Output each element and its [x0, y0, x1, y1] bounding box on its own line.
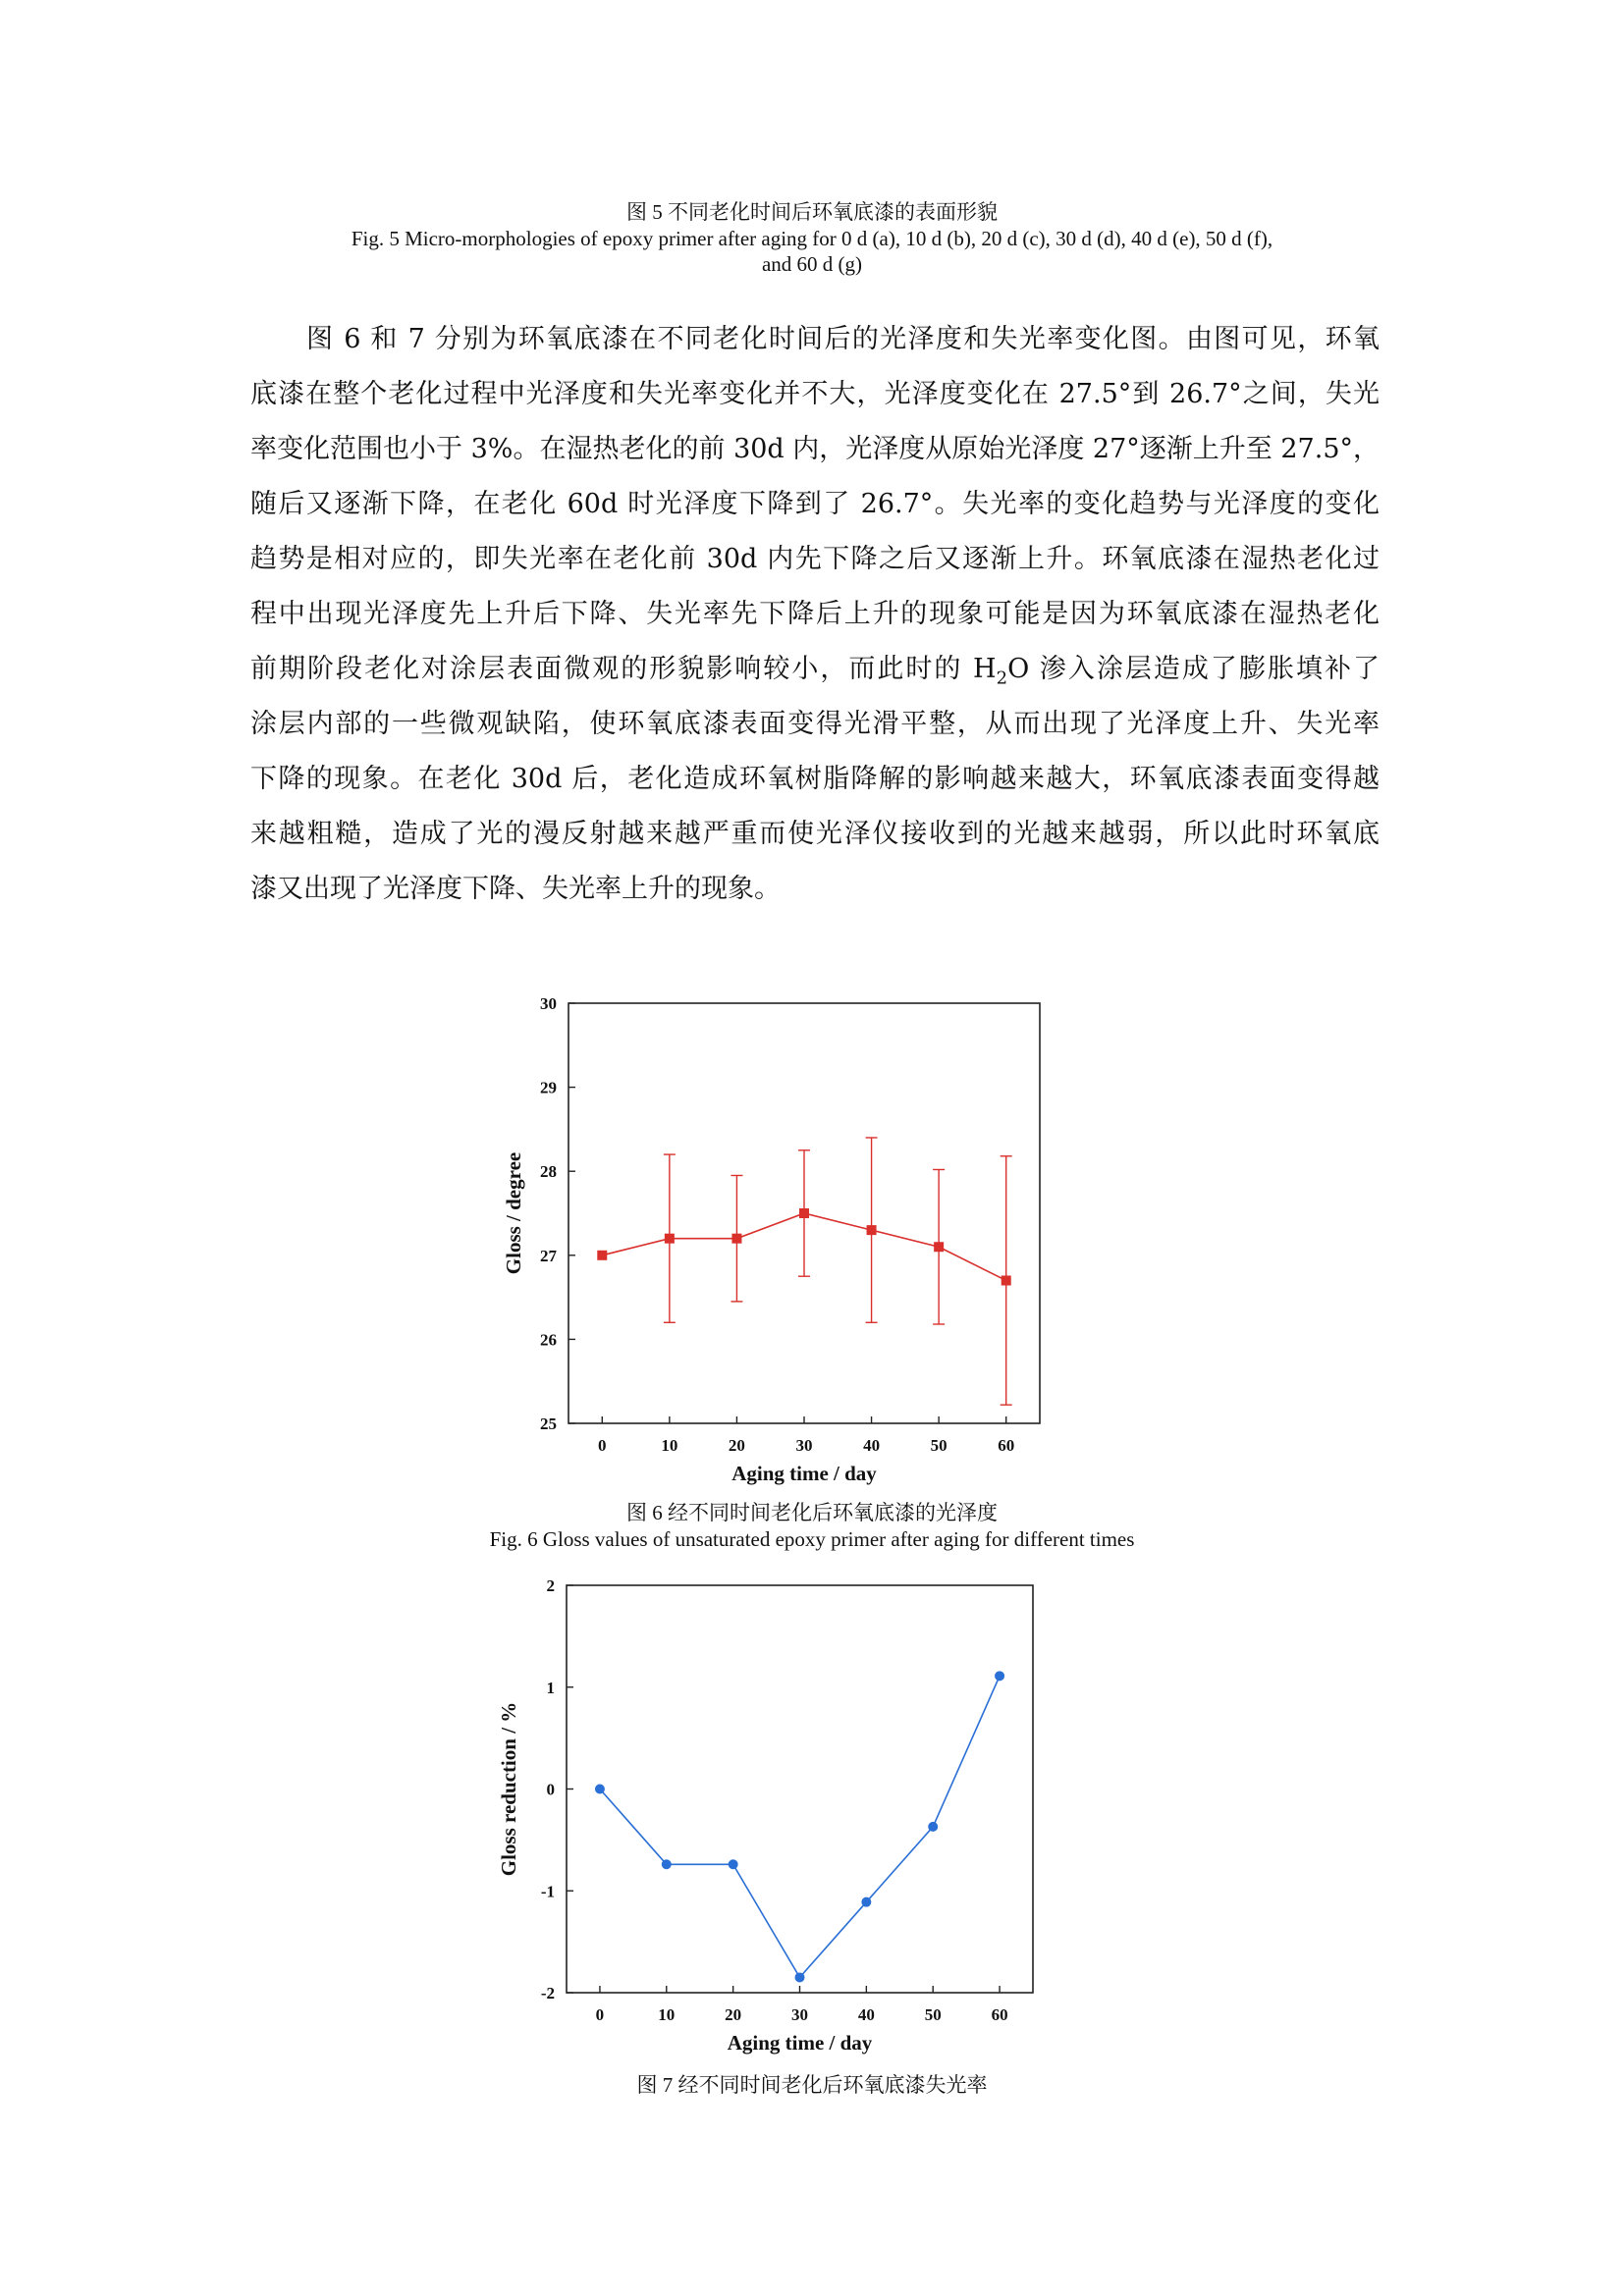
y-tick-label: -1	[540, 1882, 555, 1901]
x-tick-label: 30	[795, 1436, 813, 1455]
y-tick-label: 25	[540, 1415, 557, 1433]
fig7-caption-zh: 图 7 经不同时间老化后环氧底漆失光率	[636, 2073, 988, 2097]
paragraph-text: 前期阶段老化对涂层表面微观的形貌影响较小，而此时的 H	[250, 654, 997, 684]
x-tick-label: 40	[863, 1436, 881, 1455]
paragraph-line: 漆又出现了光泽度下降、失光率上升的现象。	[250, 874, 781, 904]
data-point	[867, 1225, 877, 1235]
y-tick-label: 2	[546, 1576, 555, 1595]
x-tick-label: 60	[991, 2005, 1008, 2024]
paragraph-line: 涂层内部的一些微观缺陷，使环氧底漆表面变得光滑平整，从而出现了光泽度上升、失光率	[250, 709, 1380, 739]
y-tick-label: 0	[546, 1780, 555, 1799]
paragraph-line: 程中出现光泽度先上升后下降、失光率先下降后上升的现象可能是因为环氧底漆在湿热老化	[250, 599, 1380, 629]
x-tick-label: 50	[924, 2005, 942, 2024]
paragraph-line: 随后又逐渐下降，在老化 60d 时光泽度下降到了 26.7°。失光率的变化趋势与光泽度的变化	[250, 489, 1380, 519]
paragraph-line: 趋势是相对应的，即失光率在老化前 30d 内先下降之后又逐渐上升。环氧底漆在湿热老化过	[250, 544, 1380, 574]
data-point	[795, 1972, 805, 1982]
fig6-caption-en: Fig. 6 Gloss values of unsaturated epoxy primer after aging for different times	[489, 1527, 1135, 1551]
paragraph-line: 图 6 和 7 分别为环氧底漆在不同老化时间后的光泽度和失光率变化图。由图可见，环氧	[306, 324, 1380, 354]
fig5-caption-zh: 图 5 不同老化时间后环氧底漆的表面形貌	[626, 200, 998, 224]
data-point	[934, 1242, 944, 1252]
paragraph-line: 下降的现象。在老化 30d 后，老化造成环氧树脂降解的影响越来越大，环氧底漆表面变得越	[250, 764, 1380, 794]
paragraph-line: 率变化范围也小于 3%。在湿热老化的前 30d 内，光泽度从原始光泽度 27°逐渐上升至 27.5°，	[250, 434, 1380, 464]
x-axis-label: Aging time / day	[731, 1462, 877, 1485]
paragraph-line	[250, 642, 1380, 697]
y-tick-label: 26	[540, 1330, 557, 1350]
x-tick-label: 10	[658, 2005, 676, 2024]
plot-frame	[567, 1585, 1033, 1993]
x-tick-label: 20	[728, 1436, 745, 1455]
data-point	[861, 1897, 871, 1907]
data-point	[928, 1822, 938, 1832]
data-point	[729, 1859, 738, 1869]
series-line	[600, 1676, 1000, 1977]
data-point	[665, 1234, 675, 1244]
x-tick-label: 10	[661, 1436, 678, 1455]
x-tick-label: 30	[791, 2005, 808, 2024]
y-tick-label: 1	[546, 1678, 555, 1697]
x-tick-label: 0	[595, 2005, 605, 2024]
gloss-chart	[471, 982, 1178, 1502]
data-point	[1001, 1275, 1011, 1285]
data-point	[597, 1251, 607, 1260]
gloss-reduction-chart	[471, 1566, 1178, 2086]
subscript-2: 2	[996, 667, 1008, 689]
data-point	[995, 1671, 1004, 1681]
x-axis-label: Aging time / day	[727, 2031, 873, 2055]
y-axis-label: Gloss / degree	[502, 1151, 525, 1275]
y-tick-label: 30	[540, 994, 557, 1013]
data-point	[595, 1785, 605, 1794]
y-axis-label: Gloss reduction / %	[497, 1701, 520, 1877]
paragraph-line: 底漆在整个老化过程中光泽度和失光率变化并不大，光泽度变化在 27.5°到 26.7°之间，失光	[250, 379, 1380, 409]
y-tick-label: 28	[540, 1162, 557, 1182]
y-tick-label: -2	[540, 1984, 555, 2002]
paragraph-text: O 渗入涂层造成了膨胀填补了	[1007, 654, 1380, 684]
y-tick-label: 29	[540, 1078, 557, 1097]
fig5-caption-en-line2: and 60 d (g)	[761, 252, 863, 276]
fig6-caption-zh: 图 6 经不同时间老化后环氧底漆的光泽度	[626, 1501, 998, 1524]
x-tick-label: 60	[998, 1436, 1015, 1455]
x-tick-label: 0	[598, 1436, 607, 1455]
body-paragraph	[250, 312, 1380, 917]
paragraph-line: 来越粗糙，造成了光的漫反射越来越严重而使光泽仪接收到的光越来越弱，所以此时环氧底	[250, 819, 1380, 849]
x-tick-label: 50	[930, 1436, 947, 1455]
x-tick-label: 20	[725, 2005, 742, 2024]
data-point	[662, 1859, 672, 1869]
data-point	[731, 1234, 741, 1244]
data-point	[799, 1208, 809, 1218]
y-tick-label: 27	[540, 1246, 557, 1265]
fig5-caption-en-line1: Fig. 5 Micro-morphologies of epoxy primer after aging for 0 d (a), 10 d (b), 20 d (c), 30 d (d), 40 d (e), 50 d (f),	[351, 227, 1273, 250]
x-tick-label: 40	[857, 2005, 875, 2024]
